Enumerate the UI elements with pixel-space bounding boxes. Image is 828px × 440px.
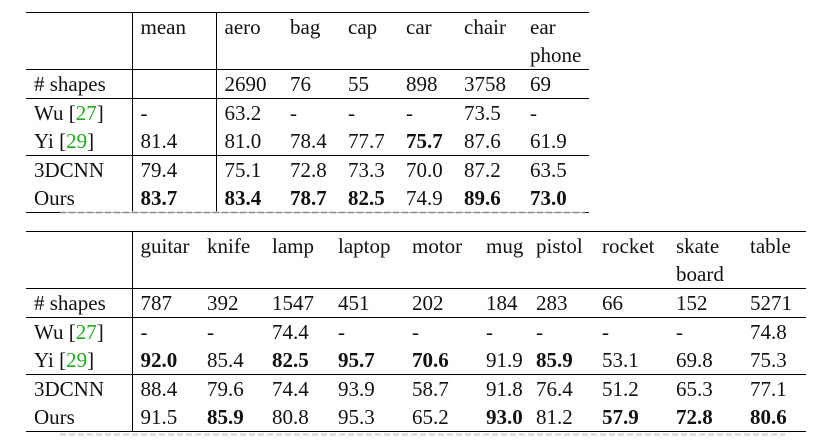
table-row-3dcnn	[26, 156, 589, 185]
table-cell: 91.8	[478, 375, 528, 404]
table-cell: 2690	[216, 70, 282, 99]
table-cell	[132, 70, 216, 99]
row-label: Ours	[26, 403, 132, 432]
table-cell-best: 80.6	[742, 403, 806, 432]
table-cell: -	[522, 99, 589, 128]
table-cell-best: 92.0	[132, 346, 199, 375]
column-header-line1: ear	[530, 15, 556, 39]
table-cell: 392	[199, 289, 264, 318]
header-empty-cell	[26, 13, 132, 70]
table-cell: 93.9	[330, 375, 404, 404]
table-row-yi	[26, 127, 589, 156]
table-cell-best: 93.0	[478, 403, 528, 432]
method-name: Yi	[34, 348, 54, 372]
row-label: Ours	[26, 184, 132, 213]
column-header: cap	[340, 13, 398, 70]
table-cell: -	[594, 318, 668, 347]
table-cell: 898	[398, 70, 456, 99]
table-cell: 74.4	[264, 375, 330, 404]
table-cell: 95.3	[330, 403, 404, 432]
table-cell-best: 83.4	[216, 184, 282, 213]
column-header: motor	[404, 232, 478, 289]
row-label: 3DCNN	[26, 375, 132, 404]
table-cell-best: 57.9	[594, 403, 668, 432]
table-cell: 58.7	[404, 375, 478, 404]
column-header	[668, 232, 742, 289]
table-cell: 202	[404, 289, 478, 318]
table-cell-best: 82.5	[340, 184, 398, 213]
row-label: Wu [27]	[26, 99, 132, 128]
table-cell: 78.4	[290, 129, 327, 153]
table-cell: 61.9	[530, 129, 567, 153]
method-name: Wu	[34, 101, 64, 125]
table-cell: 87.2	[456, 156, 522, 185]
column-header: bag	[282, 13, 340, 70]
table-cell: 88.4	[132, 375, 199, 404]
table-cell-best: 82.5	[272, 348, 309, 372]
table-cell: 80.8	[264, 403, 330, 432]
column-header: table	[742, 232, 806, 289]
table-cell: 79.4	[132, 156, 216, 185]
table-cell: 53.1	[602, 348, 639, 372]
table-cell: 73.3	[340, 156, 398, 185]
table-cell: -	[282, 99, 340, 128]
table-cell: 91.9	[486, 348, 523, 372]
cropped-caption-fragment	[60, 433, 785, 436]
column-header: mug	[478, 232, 528, 289]
column-header-line2: phone	[530, 43, 582, 67]
citation-link[interactable]: 27	[75, 101, 97, 125]
column-header: aero	[216, 13, 282, 70]
row-label: # shapes	[26, 289, 132, 318]
table-cell: 74.9	[398, 184, 456, 213]
column-header: car	[398, 13, 456, 70]
table-cell: -	[398, 99, 456, 128]
table-cell: 72.8	[282, 156, 340, 185]
table-cell-best: 89.6	[456, 184, 522, 213]
table-header-row	[26, 232, 806, 289]
table-cell: 69.8	[676, 348, 713, 372]
table-cell: 66	[594, 289, 668, 318]
table-cell: 3758	[456, 70, 522, 99]
column-header: knife	[199, 232, 264, 289]
column-header-line1: skate	[676, 234, 720, 258]
table-cell: 81.4	[132, 127, 216, 156]
column-header: pistol	[528, 232, 594, 289]
table-row-3dcnn	[26, 375, 806, 404]
table-cell: 81.0	[216, 127, 282, 156]
row-label: 3DCNN	[26, 156, 132, 185]
table-cell: 5271	[742, 289, 806, 318]
row-label: Yi [29]	[34, 348, 95, 372]
citation-link[interactable]: 29	[66, 348, 88, 372]
row-label: Wu [27]	[26, 318, 132, 347]
table-cell: 75.1	[216, 156, 282, 185]
table-cell: -	[668, 318, 742, 347]
table-cell: 283	[528, 289, 594, 318]
table-cell: 51.2	[594, 375, 668, 404]
column-header	[522, 13, 589, 70]
table-cell: 1547	[264, 289, 330, 318]
table-cell: 70.0	[398, 156, 456, 185]
table-row-ours	[26, 403, 806, 432]
table-cell: -	[478, 318, 528, 347]
table-row-shapes	[26, 289, 806, 318]
row-label: # shapes	[26, 70, 132, 99]
table-cell-best: 78.7	[282, 184, 340, 213]
table-cell: 77.7	[348, 129, 385, 153]
table-cell-best: 70.6	[412, 348, 449, 372]
table-header-row	[26, 13, 589, 70]
table-cell: 69	[522, 70, 589, 99]
table-cell: 63.5	[522, 156, 589, 185]
table-cell: 79.6	[199, 375, 264, 404]
table-cell: 85.4	[207, 348, 244, 372]
table-cell: 73.5	[456, 99, 522, 128]
table-cell: 63.2	[216, 99, 282, 128]
table-cell: -	[330, 318, 404, 347]
column-header: laptop	[330, 232, 404, 289]
citation-link[interactable]: 29	[66, 129, 88, 153]
table-cell-best: 73.0	[522, 184, 589, 213]
column-header: rocket	[594, 232, 668, 289]
column-header-line2: board	[676, 262, 724, 286]
table-cell: 77.1	[742, 375, 806, 404]
method-name: Wu	[34, 320, 64, 344]
table-cell: -	[340, 99, 398, 128]
table-cell-best: 85.9	[536, 348, 573, 372]
table-row-wu	[26, 318, 806, 347]
table-cell: -	[528, 318, 594, 347]
table-cell: -	[132, 318, 199, 347]
results-table-1	[26, 12, 589, 213]
table-cell: 76.4	[528, 375, 594, 404]
table-cell-best: 72.8	[668, 403, 742, 432]
table-cell: 74.8	[742, 318, 806, 347]
results-table-2	[26, 231, 806, 432]
table-cell-best: 83.7	[132, 184, 216, 213]
citation-link[interactable]: 27	[75, 320, 97, 344]
column-header: mean	[132, 13, 216, 70]
column-header: chair	[456, 13, 522, 70]
cropped-caption-fragment	[60, 211, 585, 214]
table-cell: 65.2	[404, 403, 478, 432]
table-row-wu	[26, 99, 589, 128]
table-cell: -	[132, 99, 216, 128]
table-cell: 87.6	[464, 129, 501, 153]
table-cell: 75.3	[750, 348, 787, 372]
table-cell-best: 85.9	[199, 403, 264, 432]
table-cell: 76	[282, 70, 340, 99]
table-cell: 184	[478, 289, 528, 318]
column-header: guitar	[132, 232, 199, 289]
table-cell: 451	[330, 289, 404, 318]
table-row-yi	[26, 346, 806, 375]
table-cell: 152	[668, 289, 742, 318]
table-cell: 91.5	[132, 403, 199, 432]
table-cell: 55	[340, 70, 398, 99]
table-cell: 81.2	[528, 403, 594, 432]
table-cell: -	[199, 318, 264, 347]
table-cell-best: 75.7	[406, 129, 443, 153]
table-cell: -	[404, 318, 478, 347]
method-name: Yi	[34, 129, 54, 153]
table-cell-best: 95.7	[338, 348, 375, 372]
column-header: lamp	[264, 232, 330, 289]
table-cell: 65.3	[668, 375, 742, 404]
table-row-ours	[26, 184, 589, 213]
header-empty-cell	[26, 232, 132, 289]
table-cell: 74.4	[264, 318, 330, 347]
table-cell: 787	[132, 289, 199, 318]
table-row-shapes	[26, 70, 589, 99]
row-label: Yi [29]	[34, 129, 95, 153]
